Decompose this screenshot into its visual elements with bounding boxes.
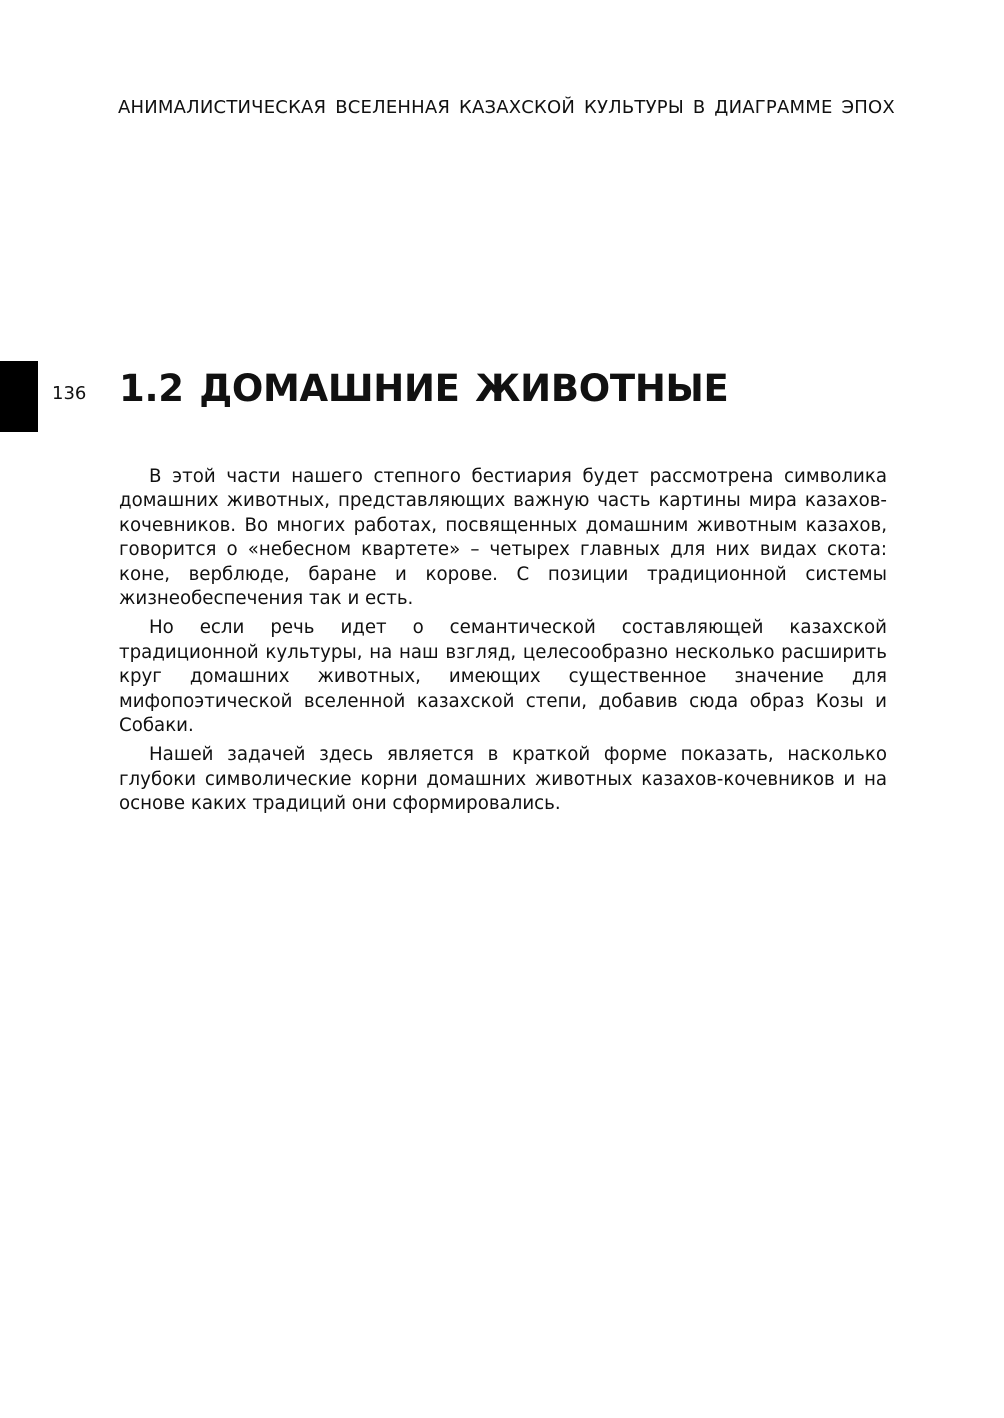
paragraph-1: В этой части нашего степного бестиария будет рассмотрена символика домашних животных, представляющих важную часть картины мира казахов-кочевников. Во многих работах, посвященных домашним животным казахов, говорится о «небесном квартете» – четырех главных для них видах скота: коне, верблюде, баране и корове. С позиции традиционной системы жизнеобеспечения так и есть. xyxy=(119,466,887,610)
body-text xyxy=(119,465,887,822)
page-edge-tab xyxy=(0,361,38,432)
page-number: 136 xyxy=(52,383,87,404)
chapter-title: 1.2 ДОМАШНИЕ ЖИВОТНЫЕ xyxy=(119,367,729,410)
paragraph-2: Но если речь идет о семантической составляющей казахской традиционной культуры, на наш взгляд, целесообразно несколько расширить круг домашних животных, имеющих существенное значение для мифопоэтической вселенной казахской степи, добавив сюда образ Козы и Собаки. xyxy=(119,617,887,737)
running-header: АНИМАЛИСТИЧЕСКАЯ ВСЕЛЕННАЯ КАЗАХСКОЙ КУЛЬТУРЫ В ДИАГРАММЕ ЭПОХ xyxy=(118,97,895,118)
paragraph-3: Нашей задачей здесь является в краткой форме показать, насколько глубоки символические корни домашних животных казахов-кочевников и на основе каких традиций они сформировались. xyxy=(119,744,887,815)
